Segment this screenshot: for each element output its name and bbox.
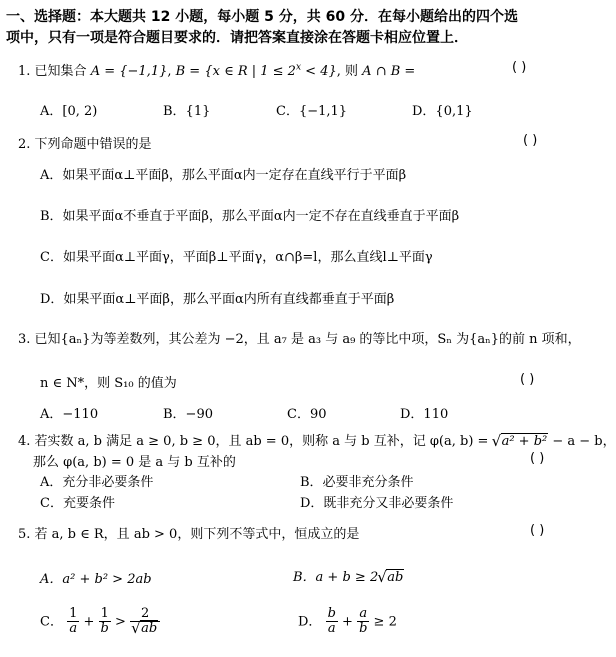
section-header-line2: 项中，只有一项是符合题目要求的．请把答案直接涂在答题卡相应位置上． [6,30,468,46]
q3-option-b[interactable]: B．−90 [163,407,213,422]
q4-option-b[interactable]: B．必要非充分条件 [300,475,414,490]
q1-option-d[interactable]: D．{0,1} [412,104,473,119]
q5-option-c[interactable]: C． $\frac{1}{a}$ + $\frac{1}{b}$ > 2 √ ab [40,607,160,637]
section-header-line1: 一、选择题：本大题共 12 小题，每小题 5 分，共 60 分．在每小题给出的四个选 [6,9,518,25]
q3-answer-paren[interactable]: ( ) [520,372,535,387]
question-5-stem: 5. 若 a, b ∈ R，且 ab > 0，则下列不等式中，恒成立的是 [18,527,360,542]
q5-option-a[interactable]: A．a² + b² > 2ab [40,572,152,587]
q1-expr: A ∩ B = [362,64,416,79]
q5-b-sqrt: √ ab [378,570,404,585]
q1-stem-pre: 已知集合 [34,64,87,79]
question-1-stem: 1. 已知集合 A = {−1,1}, B = {x ∈ R | $1 \le 2^x < 4$}, 则 A ∩ B = [18,62,416,79]
q1-answer-paren[interactable]: ( ) [512,60,527,75]
q1-option-a[interactable]: A．[0, 2) [40,104,98,119]
q4-option-c[interactable]: C．充要条件 [40,496,115,511]
q2-option-b[interactable]: B．如果平面α不垂直于平面β，那么平面α内一定不存在直线垂直于平面β [40,209,460,224]
q3-option-c[interactable]: C．90 [287,407,327,422]
q5-option-d[interactable]: D． $\frac{b}{a}$ + $\frac{a}{b}$ ≥ 2 [298,606,397,637]
q2-answer-paren[interactable]: ( ) [523,133,538,148]
question-3-line2: n ∈ N*，则 S₁₀ 的值为 [40,376,177,391]
question-3-line1: 3. 已知{aₙ}为等差数列，其公差为 −2，且 a₇ 是 a₃ 与 a₉ 的等比中项，Sₙ 为{aₙ}的前 n 项和， [18,332,581,347]
question-2-stem: 2. 下列命题中错误的是 [18,137,152,152]
q4-sqrt: √ a² + b² [493,434,549,449]
q5-answer-paren[interactable]: ( ) [530,523,545,538]
q2-option-a[interactable]: A．如果平面α⊥平面β，那么平面α内一定存在直线平行于平面β [40,168,407,183]
q4-answer-paren[interactable]: ( ) [530,451,545,466]
q2-option-d[interactable]: D．如果平面α⊥平面β，那么平面α内所有直线都垂直于平面β [40,292,395,307]
q3-option-d[interactable]: D．110 [400,407,449,422]
q1-set-b: B = {x ∈ R | $1 \le 2^x < 4$} [175,62,337,79]
q5-option-b[interactable]: B．a + b ≥ 2√ ab [293,566,404,585]
question-4-line1: 4. 若实数 a, b 满足 a ≥ 0, b ≥ 0，且 ab = 0，则称 a 与 b 互补，记 φ(a, b) = √ a² + b² − a − b， [18,430,616,449]
q4-option-a[interactable]: A．充分非必要条件 [40,475,154,490]
q2-option-c[interactable]: C．如果平面α⊥平面γ，平面β⊥平面γ，α∩β=l，那么直线l⊥平面γ [40,250,433,265]
q4-option-d[interactable]: D．既非充分又非必要条件 [300,496,454,511]
q1-set-a: A = {−1,1} [90,64,168,79]
q1-number: 1. [18,64,31,79]
question-4-line2: 那么 φ(a, b) = 0 是 a 与 b 互补的 [33,455,236,470]
q1-option-b[interactable]: B．{1} [163,104,211,119]
q3-option-a[interactable]: A．−110 [40,407,99,422]
q1-stem-post: 则 [345,64,359,79]
q1-option-c[interactable]: C．{−1,1} [276,104,348,119]
